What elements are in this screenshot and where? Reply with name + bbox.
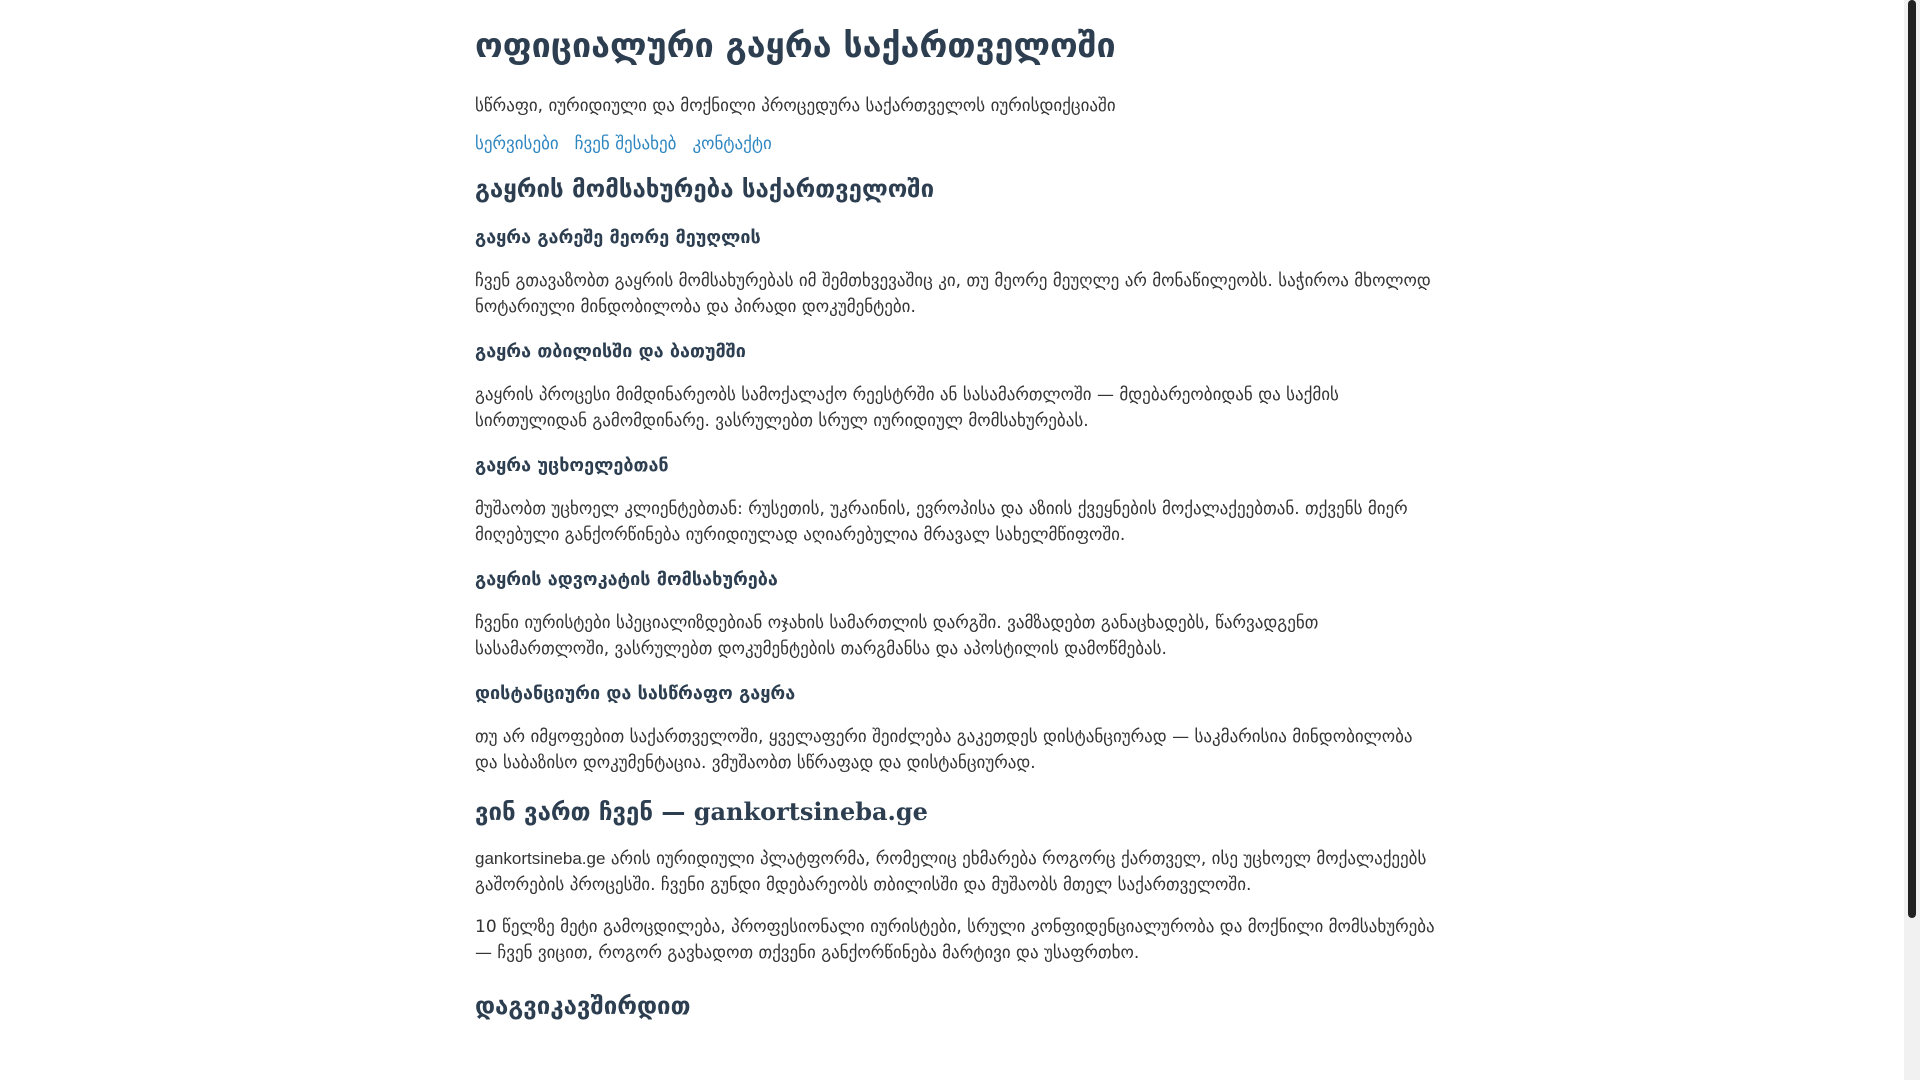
contact-heading: დაგვიკავშირდით xyxy=(475,992,691,1020)
about-heading-brand: gankortsineba.ge xyxy=(693,797,928,826)
service-title: დისტანციური და სასწრაფო გაყრა xyxy=(475,683,796,704)
page-content xyxy=(475,0,1435,1022)
service-title: გაყრის ადვოკატის მომსახურება xyxy=(475,569,778,590)
scrollbar-thumb[interactable] xyxy=(1908,0,1916,918)
nav-link-about[interactable]: ჩვენ შესახებ xyxy=(574,134,677,154)
page-title: ოფიციალური გაყრა საქართველოში xyxy=(475,26,1116,66)
service-text: თუ არ იმყოფებით საქართველოში, ყველაფერი შეიძლება გაკეთდეს დისტანციურად — საკმარისია მინდობილობა და საბაზისო დოკუმენტაცია. ვმუშაობთ სწრაფად და დისტანციურად. xyxy=(475,727,1413,773)
service-title: გაყრა უცხოელებთან xyxy=(475,455,669,476)
about-heading-prefix: ვინ ვართ ჩვენ — xyxy=(475,798,694,826)
tagline: სწრაფი, იურიდიული და მოქნილი პროცედურა საქართველოს იურისდიქციაში xyxy=(475,96,1116,116)
about-heading xyxy=(475,796,1435,828)
about-paragraph-text: არის იურიდიული პლატფორმა, რომელიც ეხმარება როგორც ქართველ, ისე უცხოელ მოქალაქეებს გაშორების პროცესში. ჩვენი გუნდი მდებარეობს თბილისში და მუშაობს მთელ საქართველოში. xyxy=(475,849,1427,895)
service-text: ჩვენი იურისტები სპეციალიზდებიან ოჯახის სამართლის დარგში. ვამზადებთ განაცხადებს, წარვადგენთ სასამართლოში, ვასრულებთ დოკუმენტების თარგმანსა და აპოსტილის დამოწმებას. xyxy=(475,613,1319,659)
service-title: გაყრა გარეშე მეორე მეუღლის xyxy=(475,227,761,248)
service-title: გაყრა თბილისში და ბათუმში xyxy=(475,341,746,362)
nav-link-services[interactable]: სერვისები xyxy=(475,134,559,154)
service-text: გაყრის პროცესი მიმდინარეობს სამოქალაქო რეესტრში ან სასამართლოში — მდებარეობიდან და საქმის სირთულიდან გამომდინარე. ვასრულებთ სრულ იურიდიულ მომსახურებას. xyxy=(475,385,1339,431)
service-text: მუშაობთ უცხოელ კლიენტებთან: რუსეთის, უკრაინის, ევროპისა და აზიის ქვეყნების მოქალაქეებთან. თქვენს მიერ მიღებული განქორწინება იურიდიულად აღიარებულია მრავალ სახელმწიფოში. xyxy=(475,499,1408,545)
about-paragraph xyxy=(475,846,1435,898)
service-text: ჩვენ გთავაზობთ გაყრის მომსახურებას იმ შემთხვევაშიც კი, თუ მეორე მეუღლე არ მონაწილეობს. საჭიროა მხოლოდ ნოტარიული მინდობილობა და პირადი დოკუმენტები. xyxy=(475,271,1431,317)
about-paragraph-2: 10 წელზე მეტი გამოცდილება, პროფესიონალი იურისტები, სრული კონფიდენციალურობა და მოქნილი მომსახურება — ჩვენ ვიცით, როგორ გავხადოთ თქვენი განქორწინება მარტივი და უსაფრთხო. xyxy=(475,917,1435,963)
nav-link-contact[interactable]: კონტაქტი xyxy=(692,134,772,154)
vertical-scrollbar[interactable] xyxy=(1904,0,1920,1080)
services-heading: გაყრის მომსახურება საქართველოში xyxy=(475,175,935,203)
about-brand-name: gankortsineba.ge xyxy=(475,849,606,868)
main-nav xyxy=(475,133,1435,155)
